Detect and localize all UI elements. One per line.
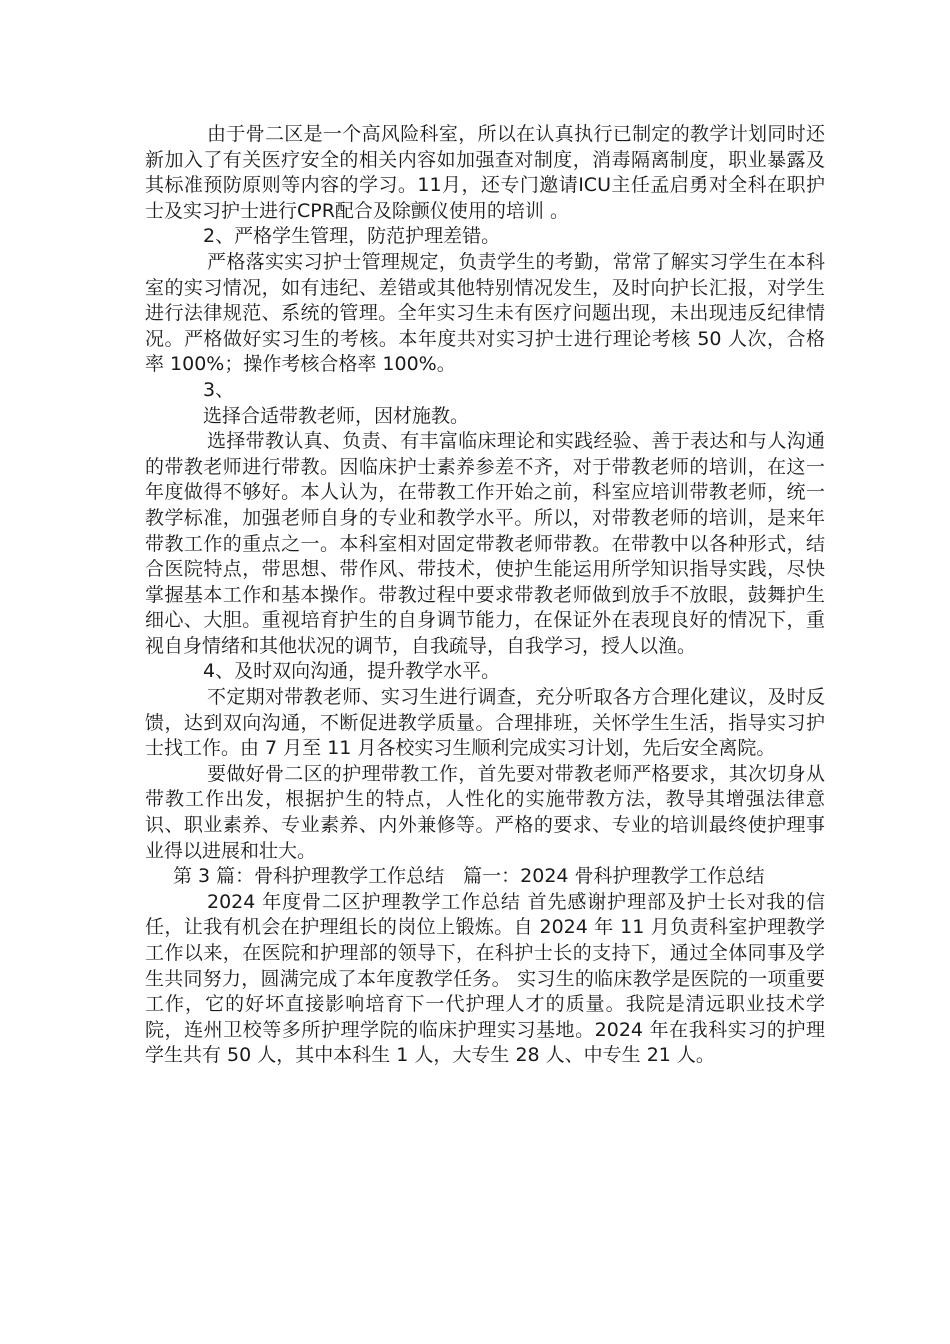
heading-select-teachers: 选择合适带教老师，因材施教。 (203, 404, 470, 427)
paragraph-communication: 不定期对带教老师、实习生进行调查，充分听取各方合理化建议，及时反馈，达到双向沟通，不断促进教学质量。合理排班，关怀学生生活，指导实习护士找工作。由 7 月至 11 月各校实习生顺利完成实习计划，先后安全离院。 (145, 686, 825, 760)
heading-communication: 4、及时双向沟通，提升教学水平。 (203, 660, 501, 683)
section-title-part-3: 第 3 篇：骨科护理教学工作总结 篇一：2024 骨科护理教学工作总结 (173, 865, 765, 888)
paragraph-annual-summary: 2024 年度骨二区护理教学工作总结 首先感谢护理部及护士长对我的信任，让我有机会在护理组长的岗位上锻炼。自 2024 年 11 月负责科室护理教学工作以来，在医院和护理部的领导下，在科护士长的支持下，通过全体同事及学生共同努力，圆满完成了本年度教学任务。 实习生的临床教学是医院的一项重要工作，它的好坏直接影响培育下一代护理人才的质量。我院是清远职业技术学院，连州卫校等多所护理学院的临床护理实习基地。2024 年在我科实习的护理学生共有 50 人，其中本科生 1 人，大专生 28 人、中专生 21 人。 (145, 890, 825, 1067)
paragraph-conclusion: 要做好骨二区的护理带教工作，首先要对带教老师严格要求，其次切身从带教工作出发，根据护生的特点，人性化的实施带教方法，教导其增强法律意识、职业素养、专业素养、内外兼修等。严格的要求、专业的培训最终使护理事业得以进展和壮大。 (145, 762, 825, 862)
paragraph-select-teachers: 选择带教认真、负责、有丰富临床理论和实践经验、善于表达和与人沟通的带教老师进行带教。因临床护士素养参差不齐，对于带教老师的培训，在这一年度做得不够好。本人认为，在带教工作开始之前，科室应培训带教老师，统一教学标准，加强老师自身的专业和教学水平。所以，对带教老师的培训，是来年带教工作的重点之一。本科室相对固定带教老师带教。在带教中以各种形式，结合医院特点，带思想、带作风、带技术，使护生能运用所学知识指导实践，尽快掌握基本工作和基本操作。带教过程中要求带教老师做到放手不放眼，鼓舞护生细心、大胆。重视培育护生的自身调节能力，在保证外在表现良好的情况下，重视自身情绪和其他状况的调节，自我疏导，自我学习，授人以渔。 (145, 430, 825, 657)
document-body (145, 122, 825, 1069)
paragraph-safety-training: 由于骨二区是一个高风险科室，所以在认真执行已制定的教学计划同时还新加入了有关医疗安全的相关内容如加强查对制度，消毒隔离制度，职业暴露及其标准预防原则等内容的学习。11月，还专门邀请ICU主任孟启勇对全科在职护士及实习护士进行CPR配合及除颤仪使用的培训 。 (145, 123, 825, 222)
heading-number-3: 3、 (203, 378, 235, 401)
paragraph-student-management: 严格落实实习护士管理规定，负责学生的考勤，常常了解实习学生在本科室的实习情况，如有违纪、差错或其他特别情况发生，及时向护长汇报，对学生进行法律规范、系统的管理。全年实习生未有医疗问题出现，未出现违反纪律情况。严格做好实习生的考核。本年度共对实习护士进行理论考核 50 人次，合格率 100%；操作考核合格率 100%。 (145, 250, 825, 376)
heading-student-management: 2、严格学生管理，防范护理差错。 (203, 225, 501, 248)
